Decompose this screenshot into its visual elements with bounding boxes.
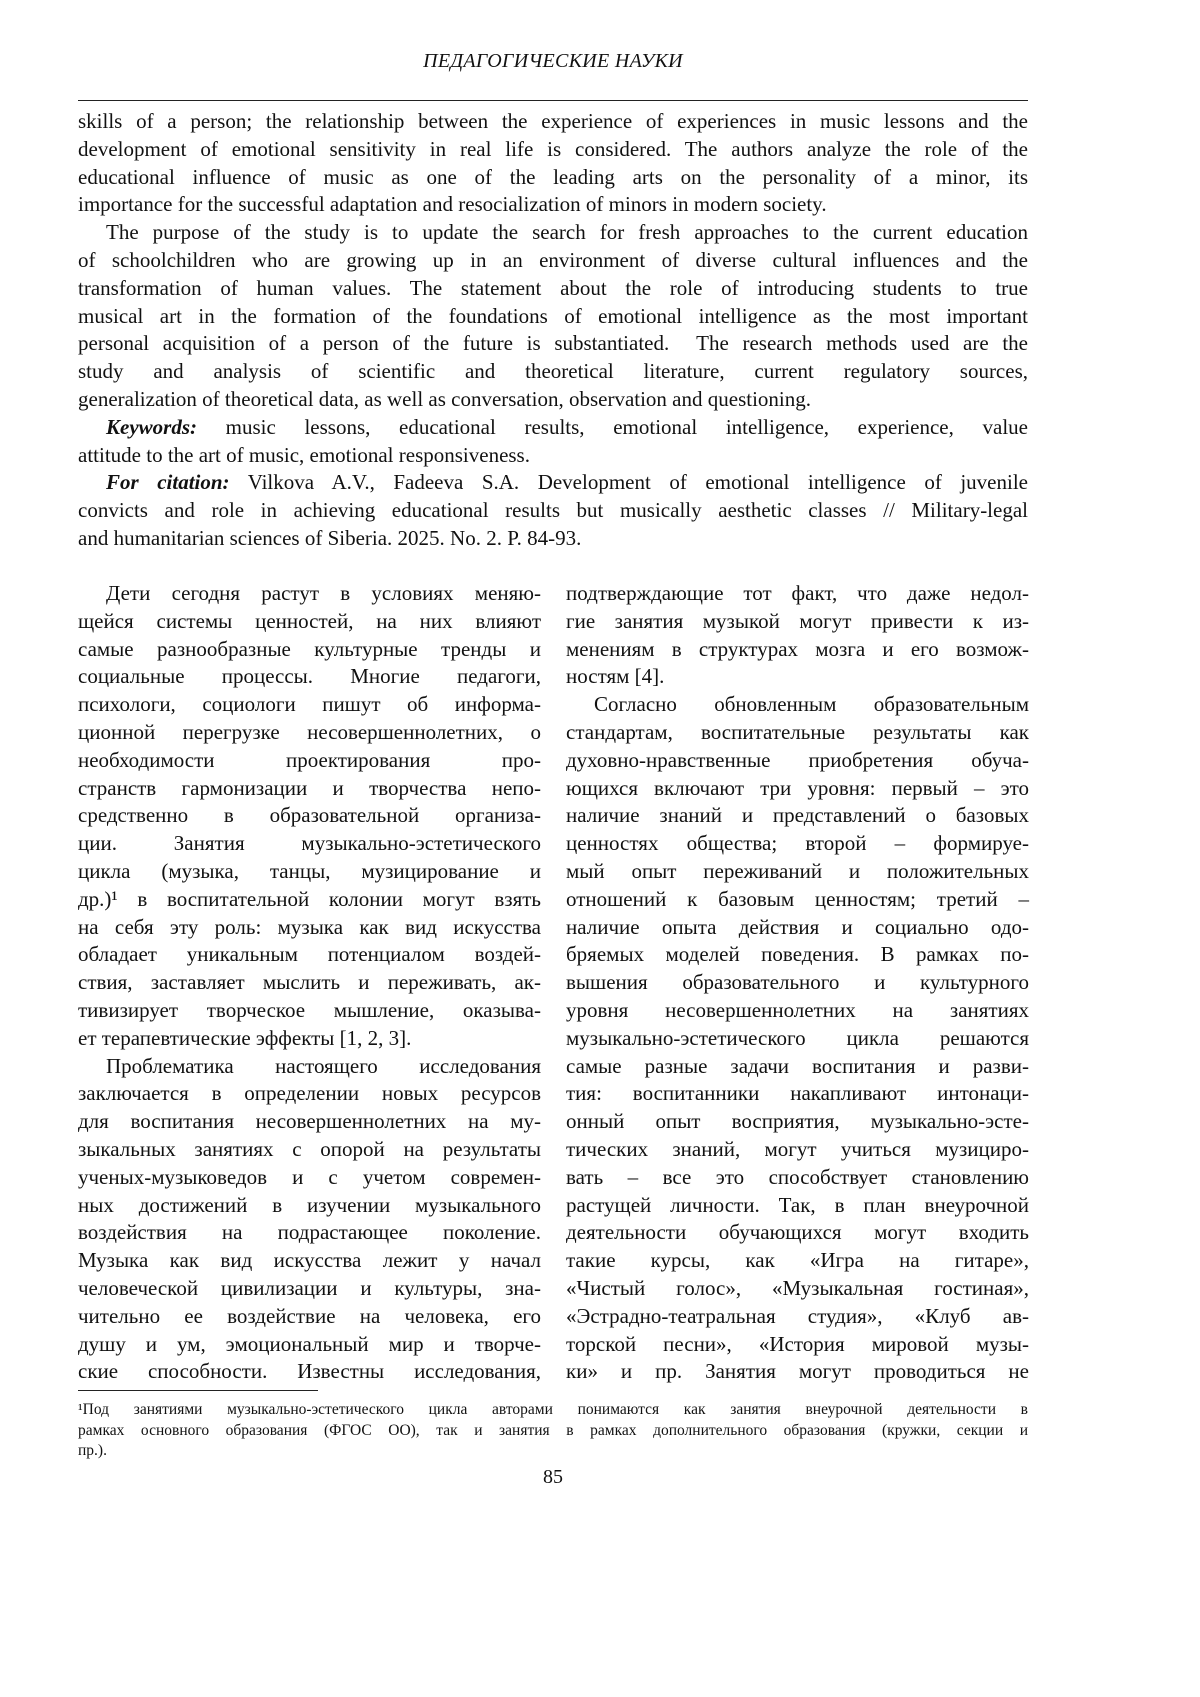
line-text: вышения образовательного и культурного (566, 970, 1029, 995)
line-text: наличие знаний и представлений о базовых (566, 803, 1029, 828)
running-header: ПЕДАГОГИЧЕСКИЕ НАУКИ (423, 50, 683, 72)
text-line (78, 1247, 541, 1275)
line-text: обладает уникальным потенциалом воздей- (78, 942, 541, 967)
line-text: зыкальных занятиях с опорой на результаты (78, 1136, 541, 1161)
text-line (78, 775, 541, 803)
text-line (78, 1421, 1028, 1442)
line-text: ученых-музыковедов и с учетом современ- (78, 1164, 541, 1189)
text-line (566, 691, 1029, 719)
text-line (566, 1164, 1029, 1192)
line-text: convicts and role in achieving educational results but musically aesthetic classes // Military-legal (78, 498, 1028, 523)
paragraph (78, 580, 541, 1053)
line-text: «Чистый голос», «Музыкальная гостиная», (566, 1275, 1029, 1300)
line-text: щейся системы ценностей, на них влияют (78, 608, 541, 633)
line-text: ценностях общества; второй – формируе- (566, 831, 1029, 856)
line-text: духовно-нравственные приобретения обуча- (566, 747, 1029, 772)
line-text: тия: воспитанники накапливают интонаци- (566, 1081, 1029, 1106)
line-text: Согласно обновленным образовательным (594, 692, 1029, 717)
text-line (78, 663, 541, 691)
line-text: самые разные задачи воспитания и разви- (566, 1053, 1029, 1078)
line-text: Проблематика настоящего исследования (106, 1053, 541, 1078)
text-line (566, 941, 1029, 969)
line-text: ции. Занятия музыкально-эстетического (78, 831, 541, 856)
text-line (78, 858, 541, 886)
text-line (78, 414, 1028, 442)
text-line (566, 997, 1029, 1025)
text-line (78, 1219, 541, 1247)
text-line (78, 1136, 541, 1164)
line-text: заключается в определении новых ресурсов (78, 1081, 541, 1106)
line-text: ностям [4]. (566, 664, 665, 689)
line-text: деятельности обучающихся могут входить (566, 1220, 1029, 1245)
line-text: ющихся включают три уровня: первый – это (566, 775, 1029, 800)
line-text: ных достижений в изучении музыкального (78, 1192, 541, 1217)
line-text: тивизирует творческое мышление, оказыва- (78, 997, 541, 1022)
line-text: цикла (музыка, танцы, музицирование и (78, 858, 541, 883)
paragraph-label: For citation: (106, 470, 230, 495)
text-line (78, 802, 541, 830)
paragraph (78, 414, 1028, 470)
text-line (78, 1192, 541, 1220)
text-line (566, 914, 1029, 942)
text-line (566, 1192, 1029, 1220)
line-text: ствия, заставляет мыслить и переживать, ак- (78, 970, 541, 995)
line-text: человеческой цивилизации и культуры, зна- (78, 1275, 541, 1300)
text-line (78, 386, 1028, 414)
text-line (78, 525, 1028, 553)
text-line (566, 1331, 1029, 1359)
line-text: development of emotional sensitivity in real life is considered. The authors analyze the role of the (78, 136, 1028, 161)
line-text: ские способности. Известны исследования, (78, 1359, 541, 1384)
header-divider (78, 100, 1028, 101)
line-text: ки» и пр. Занятия могут проводиться не (566, 1359, 1029, 1384)
footnote-divider (78, 1390, 318, 1391)
line-text: уровня несовершеннолетних на занятиях (566, 997, 1029, 1022)
paragraph (78, 219, 1028, 414)
line-text: generalization of theoretical data, as well as conversation, observation and questioning. (78, 386, 812, 411)
text-line (78, 247, 1028, 275)
text-line (78, 136, 1028, 164)
text-line (78, 108, 1028, 136)
text-line (78, 747, 541, 775)
line-text: рамках основного образования (ФГОС ОО), так и занятия в рамках дополнительного образования (кружки, секции и (78, 1421, 1028, 1439)
text-line (78, 719, 541, 747)
line-text: гие занятия музыкой могут привести к из- (566, 608, 1029, 633)
paragraph (566, 580, 1029, 691)
paragraph (78, 108, 1028, 219)
paragraph (78, 1053, 541, 1387)
text-line (78, 608, 541, 636)
text-line (566, 1303, 1029, 1331)
line-text: др.)¹ в воспитательной колонии могут взять (78, 886, 541, 911)
text-line (78, 941, 541, 969)
line-text: средственно в образовательной организа- (78, 803, 541, 828)
line-text: skills of a person; the relationship between the experience of experiences in music lessons and the (78, 109, 1028, 133)
line-text: чительно ее воздействие на человека, его (78, 1303, 541, 1328)
line-text: мый опыт переживаний и положительных (566, 858, 1029, 883)
line-text: социальные процессы. Многие педагоги, (78, 664, 541, 689)
line-text: ¹Под занятиями музыкально-эстетического цикла авторами понимаются как занятия внеурочной деятельности в (78, 1401, 1028, 1418)
line-text: and humanitarian sciences of Siberia. 2025. No. 2. P. 84-93. (78, 525, 582, 550)
text-line (566, 1136, 1029, 1164)
line-text: подтверждающие тот факт, что даже недол- (566, 581, 1029, 605)
line-text: странств гармонизации и творчества непо- (78, 775, 541, 800)
text-line (78, 1441, 1028, 1462)
text-line (566, 1053, 1029, 1081)
line-text: вать – все это способствует становлению (566, 1164, 1029, 1189)
text-line (566, 1275, 1029, 1303)
text-line (566, 1358, 1029, 1386)
line-text: ет терапевтические эффекты [1, 2, 3]. (78, 1025, 412, 1050)
line-text: Музыка как вид искусства лежит у начал (78, 1248, 541, 1273)
text-line (566, 663, 1029, 691)
text-line (78, 1358, 541, 1386)
line-text: стандартам, воспитательные результаты как (566, 719, 1029, 744)
paragraph-label: Keywords: (106, 414, 197, 439)
right-column (566, 580, 1029, 1386)
line-text: «Эстрадно-театральная студия», «Клуб ав- (566, 1303, 1029, 1328)
text-line (78, 997, 541, 1025)
text-line (78, 303, 1028, 331)
line-text: attitude to the art of music, emotional responsiveness. (78, 442, 530, 467)
text-line (78, 886, 541, 914)
line-text: ционной перегрузке несовершеннолетних, о (78, 719, 541, 744)
line-text: онный опыт восприятия, музыкально-эсте- (566, 1109, 1029, 1134)
line-text: бряемых моделей поведения. В рамках по- (566, 942, 1029, 967)
line-text: такие курсы, как «Игра на гитаре», (566, 1248, 1029, 1273)
line-text: transformation of human values. The statement about the role of introducing students to true (78, 275, 1028, 300)
line-text: Дети сегодня растут в условиях меняю- (106, 581, 541, 605)
text-line (78, 191, 1028, 219)
line-text: music lessons, educational results, emotional intelligence, experience, value (197, 414, 1028, 439)
left-column (78, 580, 541, 1386)
text-line (566, 1108, 1029, 1136)
text-line (566, 969, 1029, 997)
line-text: study and analysis of scientific and theoretical literature, current regulatory sources, (78, 359, 1028, 384)
page-number: 85 (543, 1466, 563, 1488)
text-line (78, 914, 541, 942)
text-line (566, 858, 1029, 886)
text-line (78, 497, 1028, 525)
text-line (78, 1164, 541, 1192)
text-line (78, 275, 1028, 303)
text-line (78, 1025, 541, 1053)
text-line (566, 886, 1029, 914)
line-text: Vilkova A.V., Fadeeva S.A. Development of emotional intelligence of juvenile (229, 470, 1028, 495)
text-line (78, 219, 1028, 247)
line-text: для воспитания несовершеннолетних на му- (78, 1109, 541, 1134)
text-line (78, 469, 1028, 497)
line-text: самые разнообразные культурные тренды и (78, 636, 541, 661)
line-text: personal acquisition of a person of the future is substantiated. The research methods used are the (78, 331, 1028, 356)
text-line (566, 1219, 1029, 1247)
text-line (78, 830, 541, 858)
line-text: растущей личности. Так, в план внеурочной (566, 1192, 1029, 1217)
text-line (566, 1247, 1029, 1275)
text-line (566, 830, 1029, 858)
text-line (78, 442, 1028, 470)
line-text: The purpose of the study is to update the search for fresh approaches to the current education (106, 220, 1028, 245)
paragraph (78, 1400, 1028, 1462)
text-line (566, 1080, 1029, 1108)
text-line (78, 1275, 541, 1303)
text-line (78, 1053, 541, 1081)
text-line (78, 1331, 541, 1359)
line-text: на себя эту роль: музыка как вид искусства (78, 914, 541, 939)
text-line (566, 747, 1029, 775)
text-line (78, 691, 541, 719)
text-line (566, 636, 1029, 664)
text-line (78, 1108, 541, 1136)
text-line (78, 1303, 541, 1331)
text-line (566, 802, 1029, 830)
text-line (78, 1400, 1028, 1421)
text-line (566, 1025, 1029, 1053)
line-text: наличие опыта действия и социально одо- (566, 914, 1029, 939)
text-line (78, 580, 541, 608)
line-text: душу и ум, эмоциональный мир и творче- (78, 1331, 541, 1356)
line-text: торской песни», «История мировой музы- (566, 1331, 1029, 1356)
line-text: менениям в структурах мозга и его возмож- (566, 636, 1029, 661)
paragraph (566, 691, 1029, 1386)
text-line (78, 1080, 541, 1108)
paragraph (78, 469, 1028, 552)
line-text: educational influence of music as one of the leading arts on the personality of a minor, its (78, 164, 1028, 189)
abstract (78, 108, 1028, 553)
text-line (78, 330, 1028, 358)
text-line (566, 719, 1029, 747)
text-line (78, 636, 541, 664)
line-text: психологи, социологи пишут об информа- (78, 692, 541, 717)
line-text: musical art in the formation of the foundations of emotional intelligence as the most important (78, 303, 1028, 328)
text-line (566, 775, 1029, 803)
line-text: importance for the successful adaptation and resocialization of minors in modern society. (78, 192, 827, 217)
line-text: отношений к базовым ценностям; третий – (566, 886, 1029, 911)
line-text: воздействия на подрастающее поколение. (78, 1220, 541, 1245)
line-text: необходимости проектирования про- (78, 747, 541, 772)
text-line (566, 580, 1029, 608)
text-line (78, 164, 1028, 192)
text-line (566, 608, 1029, 636)
footnote (78, 1400, 1028, 1462)
text-line (78, 969, 541, 997)
line-text: пр.). (78, 1442, 107, 1459)
text-line (78, 358, 1028, 386)
line-text: of schoolchildren who are growing up in an environment of diverse cultural influences and the (78, 247, 1028, 272)
line-text: тических знаний, могут учиться музициро- (566, 1136, 1029, 1161)
line-text: музыкально-эстетического цикла решаются (566, 1025, 1029, 1050)
